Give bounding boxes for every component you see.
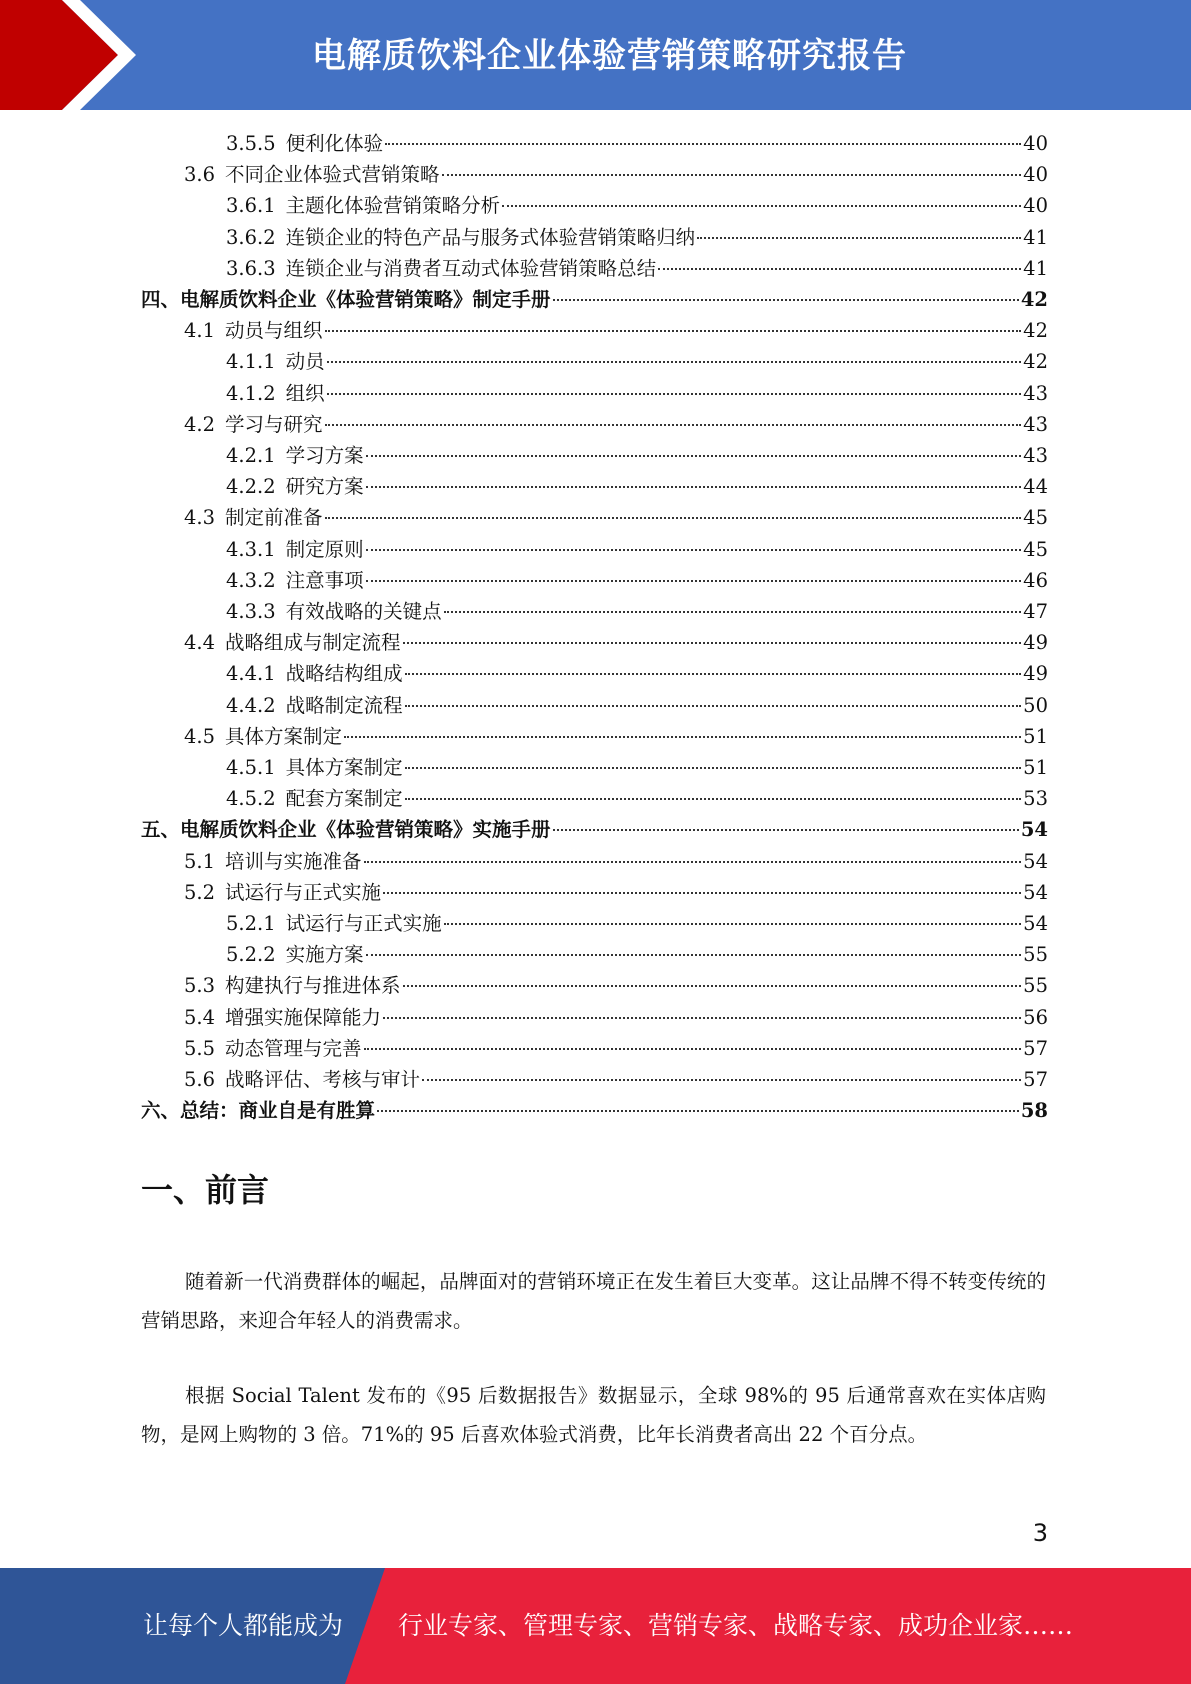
toc-entry-page: 50 — [1023, 693, 1048, 717]
toc-entry-label: 不同企业体验式营销策略 — [225, 163, 440, 187]
toc-entry[interactable] — [226, 440, 1048, 471]
toc-dot-leader — [364, 861, 1022, 863]
toc-entry-number: 4.5.1 — [226, 756, 276, 779]
toc-entry-label: 战略组成与制定流程 — [225, 631, 401, 655]
toc-entry[interactable] — [226, 939, 1048, 970]
toc-entry[interactable] — [226, 783, 1048, 814]
section-heading: 一、前言 — [141, 1171, 270, 1209]
toc-entry-label: 动态管理与完善 — [225, 1036, 362, 1060]
toc-entry-number: 5.1 — [184, 849, 216, 873]
toc-entry-label: 战略结构组成 — [285, 662, 403, 686]
toc-entry-page: 54 — [1020, 818, 1048, 842]
toc-entry-number: 4.5 — [184, 724, 216, 748]
toc-dot-leader — [553, 829, 1019, 831]
toc-entry-number: 4.3 — [184, 506, 216, 530]
toc-entry[interactable] — [226, 222, 1048, 253]
toc-entry-page: 41 — [1023, 225, 1048, 249]
toc-entry[interactable] — [226, 658, 1048, 689]
toc-entry[interactable] — [184, 315, 1048, 346]
toc-entry-page: 47 — [1023, 600, 1048, 623]
toc-entry-label: 有效战略的关键点 — [285, 600, 442, 623]
toc-dot-leader — [366, 486, 1022, 488]
toc-entry-number: 4.1.1 — [226, 350, 276, 374]
toc-entry-label: 具体方案制定 — [285, 756, 403, 779]
toc-entry[interactable] — [226, 128, 1048, 159]
toc-entry-label: 动员与组织 — [225, 319, 323, 343]
toc-entry-label: 四、电解质饮料企业《体验营销策略》制定手册 — [141, 288, 551, 311]
toc-entry[interactable] — [226, 565, 1048, 596]
toc-entry-page: 54 — [1023, 912, 1048, 935]
intro-paragraph-1: 随着新一代消费群体的崛起，品牌面对的营销环境正在发生着巨大变革。这让品牌不得不转变传统的营销思路，来迎合年轻人的消费需求。 — [141, 1270, 1046, 1332]
toc-dot-leader — [403, 642, 1022, 644]
toc-entry-number: 3.6.2 — [226, 225, 276, 249]
toc-entry-number: 5.5 — [184, 1036, 216, 1060]
toc-entry-page: 55 — [1023, 943, 1048, 967]
toc-entry[interactable] — [141, 1095, 1048, 1126]
toc-entry[interactable] — [141, 814, 1048, 845]
toc-entry[interactable] — [141, 284, 1048, 315]
toc-entry-page: 42 — [1023, 350, 1048, 374]
toc-entry[interactable] — [226, 690, 1048, 721]
toc-entry[interactable] — [226, 253, 1048, 284]
toc-entry-number: 3.5.5 — [226, 132, 276, 155]
toc-entry-number: 4.5.2 — [226, 787, 276, 811]
toc-dot-leader — [444, 923, 1022, 925]
toc-dot-leader — [405, 673, 1022, 675]
toc-entry-number: 4.3.2 — [226, 568, 276, 592]
toc-entry[interactable] — [184, 1033, 1048, 1064]
toc-entry-page: 42 — [1020, 288, 1048, 311]
toc-dot-leader — [658, 268, 1021, 270]
toc-entry-page: 57 — [1023, 1068, 1048, 1091]
toc-entry[interactable] — [226, 346, 1048, 377]
toc-entry-number: 5.6 — [184, 1068, 216, 1091]
toc-entry-label: 动员 — [285, 350, 325, 374]
toc-entry-number: 4.2.1 — [226, 444, 276, 467]
toc-entry-label: 组织 — [285, 381, 325, 405]
toc-entry-number: 4.3.3 — [226, 600, 276, 623]
toc-entry-page: 49 — [1023, 631, 1048, 655]
toc-entry-page: 40 — [1023, 132, 1048, 155]
toc-entry-number: 4.3.1 — [226, 537, 276, 561]
toc-dot-leader — [325, 517, 1022, 519]
toc-entry-number: 5.2.1 — [226, 912, 276, 935]
toc-entry-label: 构建执行与推进体系 — [225, 974, 401, 998]
toc-dot-leader — [697, 237, 1021, 239]
toc-dot-leader — [422, 1079, 1021, 1081]
toc-entry[interactable] — [184, 970, 1048, 1001]
toc-entry-page: 54 — [1023, 880, 1048, 904]
toc-entry-label: 便利化体验 — [285, 132, 384, 155]
toc-dot-leader — [444, 611, 1022, 613]
toc-entry-page: 41 — [1023, 256, 1048, 280]
toc-entry-label: 学习与研究 — [225, 412, 323, 436]
toc-entry[interactable] — [184, 1002, 1048, 1033]
toc-entry-page: 58 — [1020, 1099, 1048, 1123]
toc-entry-number: 4.4.2 — [226, 693, 276, 717]
toc-entry-page: 46 — [1023, 568, 1048, 592]
toc-entry-number: 4.1.2 — [226, 381, 276, 405]
toc-entry[interactable] — [184, 846, 1048, 877]
toc-entry[interactable] — [184, 159, 1048, 190]
footer-slogan-left: 让每个人都能成为 — [143, 1611, 344, 1640]
toc-dot-leader — [385, 143, 1021, 145]
toc-entry-label: 学习方案 — [285, 444, 364, 467]
toc-entry-page: 43 — [1023, 381, 1048, 405]
toc-entry-number: 4.2 — [184, 412, 216, 436]
toc-entry-number: 5.3 — [184, 974, 216, 998]
toc-entry[interactable] — [226, 908, 1048, 939]
toc-dot-leader — [325, 424, 1022, 426]
toc-entry-label: 制定前准备 — [225, 506, 323, 530]
header-title: 电解质饮料企业体验营销策略研究报告 — [312, 36, 907, 76]
toc-entry-page: 45 — [1023, 537, 1048, 561]
toc-entry-page: 43 — [1023, 412, 1048, 436]
toc-entry-label: 注意事项 — [285, 568, 364, 592]
page-footer — [0, 1568, 1191, 1684]
toc-entry-page: 42 — [1023, 319, 1048, 343]
toc-entry-page: 57 — [1023, 1036, 1048, 1060]
page-header — [0, 0, 1191, 110]
toc-entry-number: 3.6.1 — [226, 194, 276, 218]
toc-entry-label: 连锁企业与消费者互动式体验营销策略总结 — [285, 256, 657, 280]
toc-dot-leader — [327, 361, 1022, 363]
toc-entry-label: 配套方案制定 — [285, 787, 403, 811]
toc-dot-leader — [366, 549, 1022, 551]
toc-dot-leader — [383, 1017, 1021, 1019]
toc-entry-page: 40 — [1023, 163, 1048, 187]
toc-dot-leader — [366, 954, 1022, 956]
toc-entry-page: 56 — [1023, 1005, 1048, 1029]
toc-dot-leader — [325, 330, 1022, 332]
toc-entry-page: 55 — [1023, 974, 1048, 998]
toc-entry-label: 实施方案 — [285, 943, 364, 967]
toc-entry[interactable] — [226, 534, 1048, 565]
toc-dot-leader — [502, 205, 1021, 207]
toc-entry[interactable] — [226, 752, 1048, 783]
toc-dot-leader — [366, 455, 1022, 457]
page-number: 3 — [1032, 1519, 1048, 1547]
toc-entry-page: 53 — [1023, 787, 1048, 811]
toc-dot-leader — [327, 393, 1022, 395]
toc-dot-leader — [366, 580, 1022, 582]
toc-entry-label: 战略评估、考核与审计 — [225, 1068, 421, 1091]
toc-entry-label: 试运行与正式实施 — [285, 912, 442, 935]
toc-entry-label: 五、电解质饮料企业《体验营销策略》实施手册 — [141, 818, 551, 842]
toc-dot-leader — [344, 736, 1021, 738]
toc-entry[interactable] — [184, 409, 1048, 440]
toc-entry-page: 40 — [1023, 194, 1048, 218]
toc-dot-leader — [403, 985, 1022, 987]
toc-entry-number: 5.2 — [184, 880, 216, 904]
toc-entry[interactable] — [184, 1064, 1048, 1095]
toc-entry-label: 主题化体验营销策略分析 — [285, 194, 501, 218]
toc-entry-label: 试运行与正式实施 — [225, 880, 382, 904]
toc-dot-leader — [405, 798, 1022, 800]
toc-dot-leader — [364, 1048, 1022, 1050]
toc-entry-page: 51 — [1023, 724, 1048, 748]
intro-paragraph-2: 根据 Social Talent 发布的《95 后数据报告》数据显示，全球 98%的 95 后通常喜欢在实体店购物，是网上购物的 3 倍。71%的 95 后喜欢体验式消费，比年长消费者高出 22 个百分点。 — [141, 1384, 1046, 1446]
toc-entry[interactable] — [226, 378, 1048, 409]
toc-entry-number: 4.1 — [184, 319, 216, 343]
toc-entry-number: 4.4 — [184, 631, 216, 655]
toc-entry-page: 54 — [1023, 849, 1048, 873]
toc-dot-leader — [377, 1110, 1019, 1112]
toc-entry-label: 制定原则 — [285, 537, 364, 561]
toc-entry[interactable] — [226, 190, 1048, 221]
toc-dot-leader — [405, 705, 1022, 707]
toc-entry[interactable] — [226, 471, 1048, 502]
toc-entry-label: 战略制定流程 — [285, 693, 403, 717]
toc-dot-leader — [405, 767, 1022, 769]
toc-entry-page: 43 — [1023, 444, 1048, 467]
toc-entry-page: 44 — [1023, 475, 1048, 499]
footer-slogan-right: 行业专家、管理专家、营销专家、战略专家、成功企业家…… — [398, 1611, 1074, 1640]
toc-entry-number: 5.2.2 — [226, 943, 276, 967]
toc-entry-number: 3.6.3 — [226, 256, 276, 280]
toc-dot-leader — [442, 174, 1022, 176]
toc-entry-label: 具体方案制定 — [225, 724, 343, 748]
toc-entry-number: 3.6 — [184, 163, 216, 187]
toc-entry-page: 49 — [1023, 662, 1048, 686]
toc-entry-page: 51 — [1023, 756, 1048, 779]
toc-dot-leader — [553, 299, 1019, 301]
toc-entry-number: 4.4.1 — [226, 662, 276, 686]
toc-entry[interactable] — [184, 502, 1048, 533]
toc-entry[interactable] — [184, 721, 1048, 752]
toc-dot-leader — [383, 892, 1021, 894]
toc-entry[interactable] — [184, 627, 1048, 658]
toc-entry-number: 5.4 — [184, 1005, 216, 1029]
toc-entry-label: 连锁企业的特色产品与服务式体验营销策略归纳 — [285, 225, 696, 249]
toc-entry-label: 培训与实施准备 — [225, 849, 362, 873]
toc-entry-label: 研究方案 — [285, 475, 364, 499]
toc-entry[interactable] — [184, 877, 1048, 908]
toc-entry-label: 六、总结：商业自是有胜算 — [141, 1099, 376, 1123]
toc-entry-number: 4.2.2 — [226, 475, 276, 499]
toc-entry-label: 增强实施保障能力 — [225, 1005, 382, 1029]
toc-entry[interactable] — [226, 596, 1048, 627]
toc-entry-page: 45 — [1023, 506, 1048, 530]
